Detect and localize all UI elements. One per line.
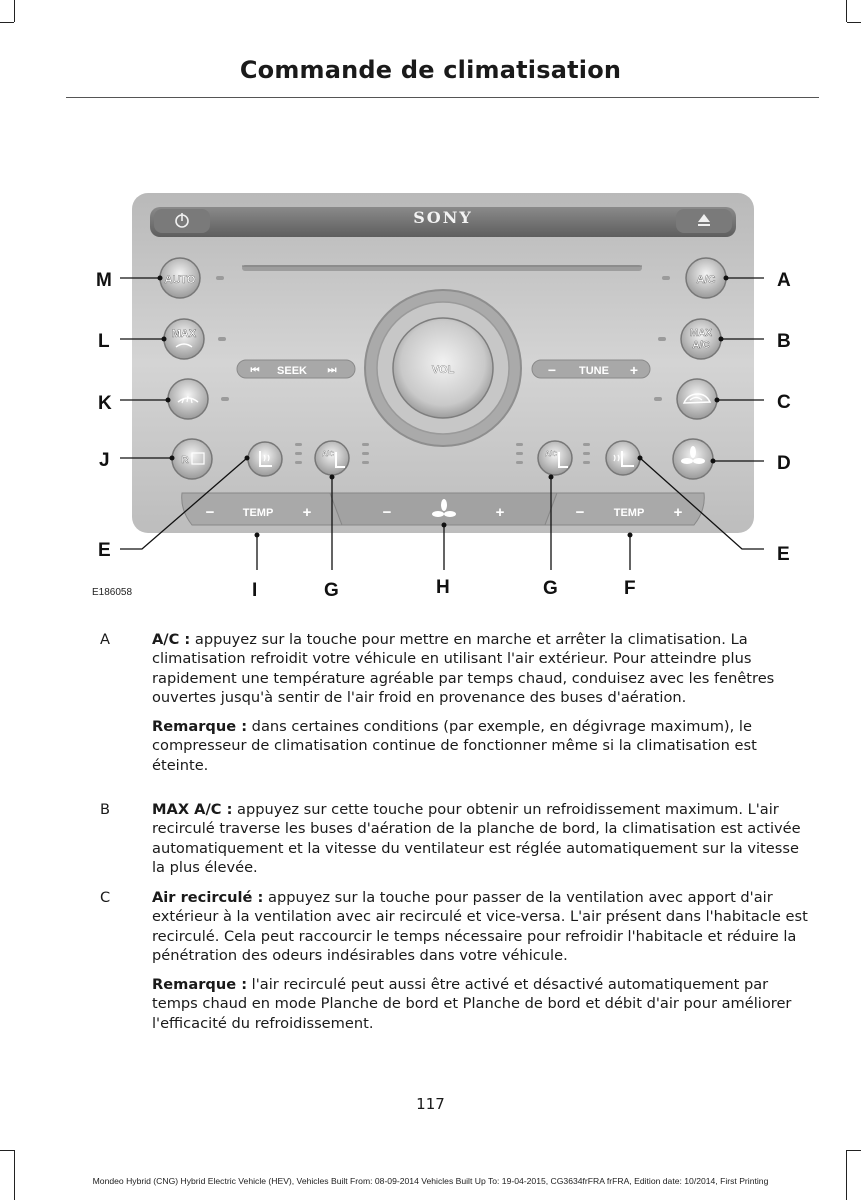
callout-label: F	[624, 578, 636, 599]
ac-label: A/C	[696, 274, 716, 286]
auto-button[interactable]	[160, 258, 200, 298]
heated-seat-left-button[interactable]	[248, 442, 282, 476]
crop-mark	[0, 1150, 14, 1151]
max-ac-label-1: MAX	[689, 328, 713, 339]
callout-label: D	[777, 453, 791, 474]
callout-label: E	[98, 540, 111, 561]
seek-label: SEEK	[277, 365, 307, 377]
cooled-seat-right-button[interactable]	[538, 441, 572, 475]
temp-left-control[interactable]	[182, 493, 342, 525]
paragraph	[152, 888, 810, 965]
paragraph-lead: Remarque :	[152, 718, 248, 736]
max-defrost-button[interactable]	[164, 319, 204, 359]
callout-label: G	[543, 578, 558, 599]
callout-label: B	[777, 331, 791, 352]
callout-label: C	[777, 392, 791, 413]
fan-plus: +	[495, 504, 505, 521]
cooled-seat-left-button[interactable]	[315, 441, 349, 475]
cooled-seat-label: A/C	[321, 451, 335, 458]
fan-speed-control[interactable]	[330, 493, 557, 525]
max-ac-button[interactable]	[681, 319, 721, 359]
vol-label: VOL	[431, 364, 455, 376]
auto-label: AUTO	[164, 274, 196, 286]
crop-mark	[0, 22, 14, 23]
crop-mark	[846, 1150, 847, 1200]
temp-right-plus: +	[673, 504, 683, 521]
volume-knob[interactable]	[365, 290, 521, 446]
temp-left-plus: +	[302, 504, 312, 521]
paragraph-text: appuyez sur cette touche pour obtenir un refroidissement maximum. L'air recirculé traverse les buses d'aération de la planche de bord, la climatisation est activée automatiquement et la vitesse du ventilateur est réglée automatiquement sur la vitesse la plus élevée.	[152, 801, 801, 876]
temp-left-label: TEMP	[242, 507, 274, 519]
climate-control-figure	[92, 190, 792, 610]
temp-right-label: TEMP	[613, 507, 645, 519]
item-a	[100, 630, 810, 785]
fan-minus: −	[382, 504, 392, 521]
callout-label: E	[777, 544, 790, 565]
seek-back-icon: ⏮	[250, 365, 260, 376]
page-number: 117	[416, 1095, 445, 1113]
item-letter: B	[100, 801, 111, 818]
brand-logo: SONY	[413, 208, 473, 227]
callout-label: H	[436, 577, 450, 598]
paragraph-lead: Air recirculé :	[152, 889, 264, 906]
defrost-button[interactable]	[168, 379, 208, 419]
crop-mark	[846, 0, 847, 22]
figure-code: E186058	[92, 587, 133, 598]
crop-mark	[847, 22, 861, 23]
item-c	[100, 888, 810, 1043]
item-b	[100, 800, 810, 887]
callout-label: A	[777, 270, 791, 291]
rear-defrost-label: R	[181, 455, 189, 466]
seek-control[interactable]	[237, 360, 355, 378]
recirculation-button[interactable]	[677, 379, 717, 419]
paragraph	[152, 975, 810, 1033]
callout-label: G	[324, 580, 339, 601]
callout-label: M	[96, 270, 112, 291]
paragraph-lead: A/C :	[152, 631, 191, 648]
seek-forward-icon: ⏭	[327, 365, 337, 376]
crop-mark	[847, 1150, 861, 1151]
crop-mark	[14, 0, 15, 22]
ac-button[interactable]	[686, 258, 726, 298]
page-title: Commande de climatisation	[239, 56, 622, 84]
climate-panel-illustration	[92, 190, 792, 610]
tune-control[interactable]	[532, 360, 650, 378]
paragraph	[152, 717, 810, 775]
fan-button[interactable]	[673, 439, 713, 479]
rear-defrost-button[interactable]	[172, 439, 212, 479]
item-letter: C	[100, 889, 111, 906]
paragraph-text: appuyez sur la touche pour passer de la ventilation avec apport d'air extérieur à la ventilation avec air recirculé et vice-versa. L'air présent dans l'habitacle est recirculé. Cela peut raccourcir le temps nécessaire pour refroidir l'habitacle et réduire la pénétration des odeurs indésirables dans votre véhicule.	[152, 889, 808, 964]
paragraph	[152, 800, 810, 877]
title-divider	[66, 97, 819, 98]
paragraph-text: l'air recirculé peut aussi être activé et désactivé automatiquement par temps chaud en mode Planche de bord et Planche de bord et débit d'air pour améliorer l'efficacité du refroidissement.	[152, 976, 792, 1032]
tune-minus: −	[547, 362, 557, 378]
tune-plus: +	[629, 362, 639, 378]
cooled-seat-label: A/C	[544, 451, 558, 458]
max-ac-label-2: A/C	[692, 340, 710, 351]
callout-label: L	[98, 331, 110, 352]
footer-text: Mondeo Hybrid (CNG) Hybrid Electric Vehicle (HEV), Vehicles Built From: 08-09-2014 Vehicles Built Up To: 19-04-2015, CG3634frFRA frFRA, Edition date: 10/2014, First Printing	[92, 1176, 769, 1186]
paragraph	[152, 630, 810, 707]
callout-label: K	[98, 393, 112, 414]
paragraph-text: appuyez sur la touche pour mettre en marche et arrêter la climatisation. La climatisation refroidit votre véhicule en utilisant l'air extérieur. Pour atteindre plus rapidement une température agréable par temps chaud, conduisez avec les fenêtres ouvertes jusqu'à sentir de l'air froid en provenance des buses d'aération.	[152, 631, 775, 706]
paragraph-text: dans certaines conditions (par exemple, en dégivrage maximum), le compresseur de climatisation continue de fonctionner même si la climatisation est éteinte.	[152, 718, 757, 774]
paragraph-lead: MAX A/C :	[152, 801, 233, 818]
temp-right-control[interactable]	[545, 493, 704, 525]
temp-right-minus: −	[575, 504, 585, 521]
max-defrost-label: MAX	[171, 328, 197, 340]
callout-label: J	[99, 450, 110, 471]
item-letter: A	[100, 631, 110, 648]
heated-seat-right-button[interactable]	[606, 441, 640, 475]
crop-mark	[14, 1150, 15, 1200]
paragraph-lead: Remarque :	[152, 976, 248, 994]
callout-label: I	[252, 580, 258, 601]
temp-left-minus: −	[205, 504, 215, 521]
tune-label: TUNE	[579, 365, 609, 377]
